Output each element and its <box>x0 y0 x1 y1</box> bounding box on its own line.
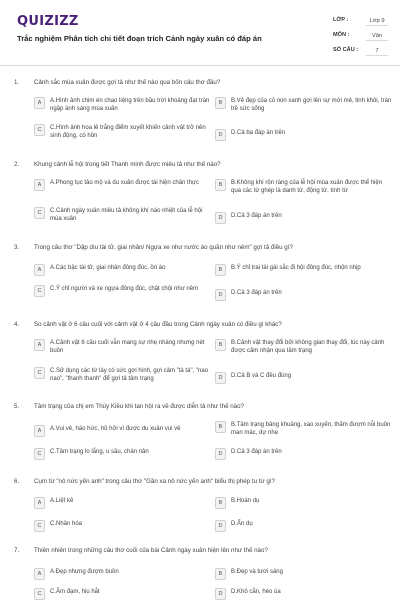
option-text: B.Hoán dụ <box>231 498 260 504</box>
option-letter-badge: C <box>34 207 45 219</box>
meta-subject <box>333 31 393 43</box>
worksheet-header <box>0 0 400 66</box>
option-letter-badge: C <box>34 448 45 460</box>
question-text: Khung cảnh lễ hội trong tiết Thanh minh được miêu tả như thế nào? <box>34 161 221 168</box>
option-text: D.Cả 3 đáp án trên <box>231 213 282 219</box>
option-text: A.Vui vẻ, háo hức, hồ hởi vì được du xuân vui vẻ <box>50 426 181 432</box>
option-letter-badge: C <box>34 367 45 379</box>
option-text: D.Khô cằn, héo úa <box>231 589 281 595</box>
question-number: 1. <box>14 79 20 86</box>
meta-question-count <box>333 46 393 58</box>
question-text: Trong câu thơ "Dập dìu tài tử, giai nhân/ Ngựa xe như nước áo quần như nêm" gợi tả điều gì? <box>34 244 293 251</box>
meta-question-count-value: 7 <box>366 46 388 56</box>
option-letter-badge: B <box>215 339 226 351</box>
option-text: D.Cả 3 đáp án trên <box>231 290 282 296</box>
option-letter-badge: A <box>34 97 45 109</box>
option-letter-badge: D <box>215 212 226 224</box>
option-letter-badge: D <box>215 129 226 141</box>
option-letter-badge: D <box>215 372 226 384</box>
option-text: C.Ý chỉ người và xe ngựa đông đúc, chật chội như nêm <box>50 286 199 292</box>
option-letter-badge: B <box>215 179 226 191</box>
option-text: D.Cả ba đáp án trên <box>231 130 286 136</box>
meta-grade-label: LỚP : <box>333 17 349 23</box>
option-text: D.Cả 3 đáp án trên <box>231 449 282 455</box>
option-text: A.Liệt kê <box>50 498 74 504</box>
question-text: Tâm trạng của chị em Thúy Kiều khi tan hội ra về được diễn tả như thế nào? <box>34 403 245 410</box>
option-text: A.Phong tục tảo mộ và du xuân được tái hiện chân thực <box>50 180 200 186</box>
meta-grade-value: Lớp 9 <box>366 16 388 26</box>
question-text: So cảnh vật ở 6 câu cuối với cảnh vật ở 4 câu đầu trong Cảnh ngày xuân có điều gì khác? <box>34 321 282 328</box>
option-text: D.Ẩn dụ <box>231 521 253 527</box>
option-text: A.Các bậc tài tử, giai nhân đông đúc, ồn ào <box>50 265 166 271</box>
question-text: Cụm từ "nô nức yến anh" trong câu thơ "Gần xa nô nức yến anh" biểu thị phép tu từ gì? <box>34 478 275 485</box>
page-title: Trắc nghiệm Phân tích chi tiết đoạn trích Cảnh ngày xuân có đáp án <box>17 34 262 43</box>
option-text: B.Tâm trạng bâng khuâng, xao xuyến, thấm đượm nỗi buồn man mác, dự nhẹ <box>231 422 391 436</box>
option-text: B.Đẹp và tươi sáng <box>231 569 283 575</box>
option-text: C.Âm đạm, hiu hắt <box>50 589 100 595</box>
quizizz-logo[interactable]: QUIZIZZ <box>17 14 79 29</box>
option-letter-badge: A <box>34 264 45 276</box>
option-letter-badge: D <box>215 289 226 301</box>
option-letter-badge: C <box>34 285 45 297</box>
option-text: B.Ý chỉ trai tài gái sắc đi hội đông đúc, nhộn nhịp <box>231 265 361 271</box>
option-letter-badge: D <box>215 520 226 532</box>
option-text: A.Cảnh vật 6 câu cuối vẫn mang sự nhẹ nhàng nhưng nét buồn <box>50 340 205 354</box>
option-letter-badge: A <box>34 179 45 191</box>
option-letter-badge: A <box>34 339 45 351</box>
option-text: C.Tâm trạng lo lắng, u sầu, chán nản <box>50 449 149 455</box>
question-number: 5. <box>14 403 20 410</box>
option-letter-badge: A <box>34 497 45 509</box>
option-letter-badge: A <box>34 425 45 437</box>
option-text: B.Không khí rộn ràng của lễ hội mùa xuân được thể hiện qua các từ ghép là danh từ, động từ, tính từ <box>231 180 383 194</box>
option-letter-badge: D <box>215 588 226 600</box>
question-number: 4. <box>14 321 20 328</box>
option-text: D.Cả B và C đều đúng <box>231 373 292 379</box>
question-number: 2. <box>14 161 20 168</box>
option-letter-badge: B <box>215 97 226 109</box>
question-text: Cảnh sắc mùa xuân được gợi tả như thế nào qua bốn câu thơ đầu? <box>34 79 221 86</box>
option-letter-badge: A <box>34 568 45 580</box>
question-number: 3. <box>14 244 20 251</box>
question-number: 7. <box>14 547 20 554</box>
meta-grade <box>333 16 393 28</box>
option-letter-badge: C <box>34 588 45 600</box>
option-text: B.Cảnh vật thay đổi bởi không gian thay đổi, lúc này cảnh được cảm nhận qua tâm trạng <box>231 340 385 354</box>
option-text: A.Hình ảnh chim én chao liệng trên bầu trời khoáng đạt tràn ngập ánh sáng mùa xuân <box>50 98 210 112</box>
option-text: A.Đẹp nhưng đượm buồn <box>50 569 119 575</box>
option-letter-badge: C <box>34 124 45 136</box>
option-letter-badge: B <box>215 497 226 509</box>
option-letter-badge: B <box>215 264 226 276</box>
option-letter-badge: C <box>34 520 45 532</box>
option-text: C.Nhân hóa <box>50 521 83 527</box>
option-text: B.Vẻ đẹp của cỏ non xanh gợi lên sự mới mẻ, tinh khôi, tràn trề sức sống <box>231 98 392 112</box>
question-number: 6. <box>14 478 20 485</box>
option-text: C.Sử dụng các từ láy có sức gợi hình, gợi cảm "tà tà", "nao nao", "thanh thanh" để gợi tả tâm trạng <box>50 368 209 382</box>
meta-subject-label: MÔN : <box>333 32 350 38</box>
option-letter-badge: B <box>215 568 226 580</box>
meta-subject-value: Văn <box>366 31 388 41</box>
option-text: C.Cảnh ngày xuân miêu tả không khí náo nhiệt của lễ hội mùa xuân <box>50 208 203 222</box>
option-text: C.Hình ảnh hoa lê trắng điểm xuyết khiến cảnh vật trở nên sinh động, có hồn <box>50 125 206 139</box>
meta-question-count-label: SỐ CÂU : <box>333 47 359 53</box>
option-letter-badge: B <box>215 421 226 433</box>
question-text: Thiên nhiên trong những câu thơ cuối của bài Cảnh ngày xuân hiện lên như thế nào? <box>34 547 268 554</box>
option-letter-badge: D <box>215 448 226 460</box>
